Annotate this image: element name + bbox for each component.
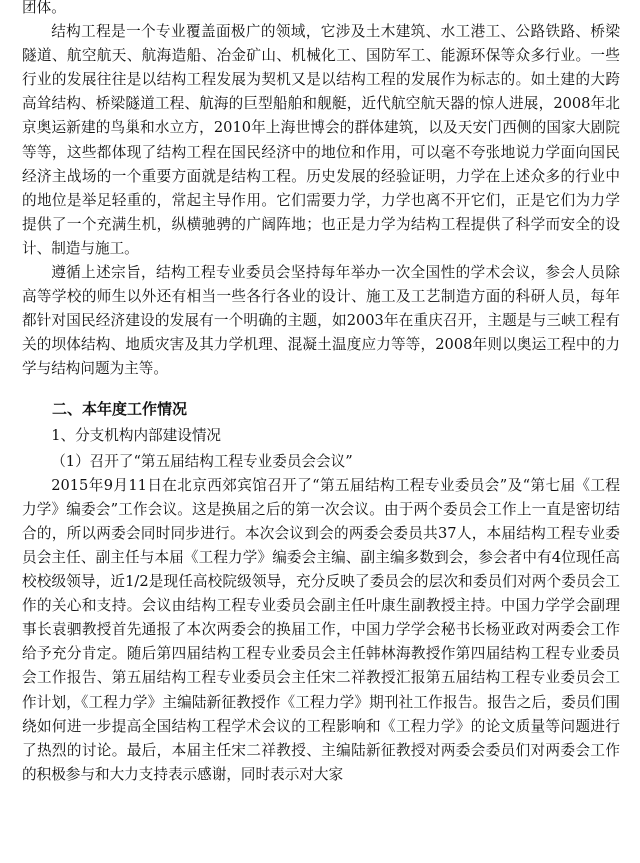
document-page xyxy=(22,0,620,787)
text-fragment: 团体。 xyxy=(22,0,66,16)
paragraph-meeting-report: 2015年9月11日在北京西郊宾馆召开了“第五届结构工程专业委员会”及“第七届《工程力学》编委会”工作会议。这是换届之后的第一次会议。由于两个委员会工作上一直是密切结合的，所以两委会同时同步进行。本次会议到会的两委会委员共37人，本届结构工程专业委员会主任、副主任与本届《工程力学》编委会主编、副主编多数到会，参会者中有4位现任高校校级领导，近1/2是现任高校院级领导，充分反映了委员会的层次和委员们对两个委员会工作的关心和支持。会议由结构工程专业委员会副主任叶康生副教授主持。中国力学学会副理事长袁驷教授首先通报了本次两委会的换届工作，中国力学学会秘书长杨亚政对两委会工作给予充分肯定。随后第四届结构工程专业委员会主任韩林海教授作第四届结构工程专业委员会工作报告、第五届结构工程专业委员会主任宋二祥教授汇报第五届结构工程专业委员会工作计划，《工程力学》主编陆新征教授作《工程力学》期刊社工作报告。报告之后，委员们围绕如何进一步提高全国结构工程学术会议的工程影响和《工程力学》的论文质量等问题进行了热烈的讨论。最后，本届主任宋二祥教授、主编陆新征教授对两委会委员们对两委会工作的积极参与和大力支持表示感谢，同时表示对大家 xyxy=(22,476,620,783)
subsection-heading: 1、分支机构内部建设情况 xyxy=(51,426,222,444)
paragraph-structural-engineering: 结构工程是一个专业覆盖面极广的领域，它涉及土木建筑、水工港工、公路铁路、桥梁隧道、航空航天、航海造船、冶金矿山、机械化工、国防军工、能源环保等众多行业。一些行业的发展往往是以结构工程发展为契机又是以结构工程的发展作为标志的。如土建的大跨高耸结构、桥梁隧道工程、航海的巨型船舶和舰艇，近代航空航天器的惊人进展，2008年北京奥运新建的鸟巢和水立方，2010年上海世博会的群体建筑，以及天安门西侧的国家大剧院等等，这些都体现了结构工程在国民经济中的地位和作用，可以毫不夸张地说力学面向国民经济主战场的一个重要方面就是结构工程。历史发展的经验证明，力学在上述众多的行业中的地位是举足轻重的，常起主导作用。它们需要力学，力学也离不开它们，正是它们为力学提供了一个充满生机，纵横驰骋的广阔阵地；也正是力学为结构工程提供了科学而安全的设计、制造与施工。 xyxy=(22,23,620,257)
paragraph-annual-conference: 遵循上述宗旨，结构工程专业委员会坚持每年举办一次全国性的学术会议，参会人员除高等学校的师生以外还有相当一些各行各业的设计、施工及工艺制造方面的科研人员，每年都针对国民经济建设的发展有一个明确的主题，如2003年在重庆召开，主题是与三峡工程有关的坝体结构、地质灾害及其力学机理、混凝土温度应力等等，2008年则以奥运工程中的力学与结构问题为主等。 xyxy=(22,264,620,378)
section-heading: 二、本年度工作情况 xyxy=(52,399,188,418)
subsubsection-heading: （1）召开了“第五届结构工程专业委员会会议” xyxy=(51,452,353,470)
